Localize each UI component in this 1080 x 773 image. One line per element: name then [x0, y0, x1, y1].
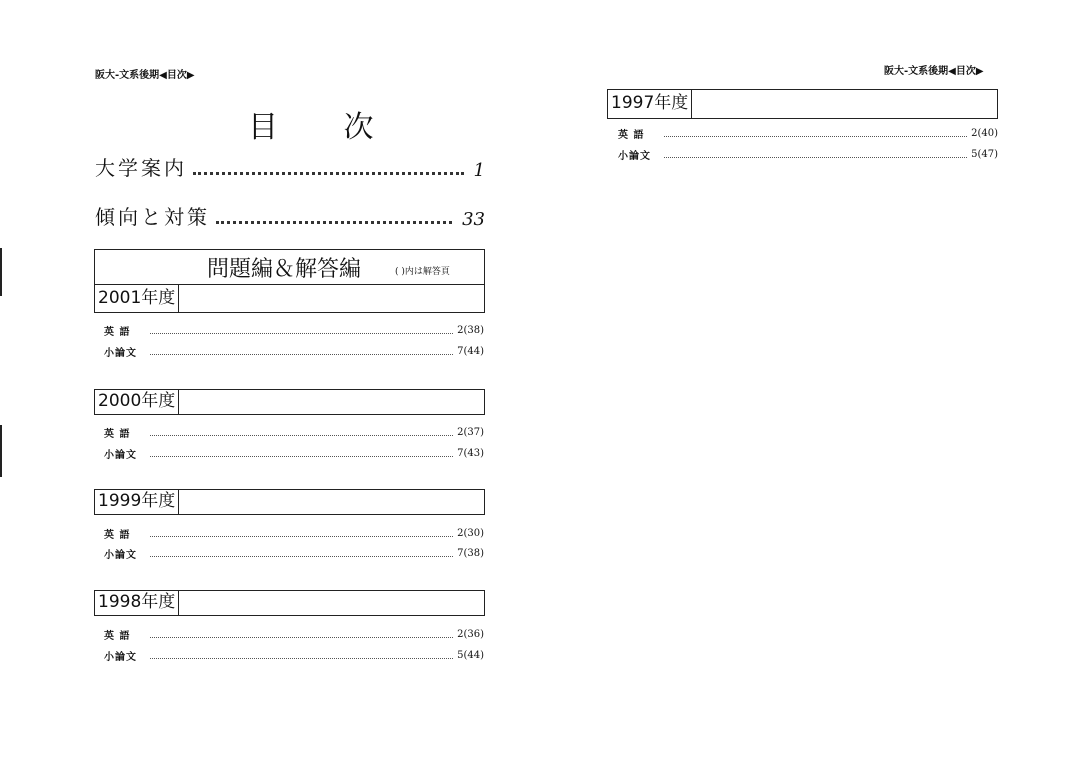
leader-dots — [216, 221, 452, 224]
entry-page: 5(44) — [457, 649, 484, 661]
subject-label: 小論文 — [618, 150, 651, 162]
entry-page: 2(40) — [971, 127, 998, 139]
leader-dots — [193, 172, 464, 175]
list-item — [618, 126, 998, 140]
leader-dots — [150, 428, 453, 436]
year-box — [607, 89, 998, 119]
subject-label: 英 語 — [618, 129, 645, 141]
scan-edge-mark — [0, 425, 2, 477]
leader-dots — [150, 347, 453, 355]
year-label: 1998年度 — [94, 590, 179, 616]
leader-dots — [150, 630, 453, 638]
entry-page: 2(30) — [457, 527, 484, 539]
entry-page: 7(44) — [457, 345, 484, 357]
banner-title: 問題編＆解答編 — [207, 257, 362, 282]
list-item — [104, 648, 484, 662]
list-item — [104, 446, 484, 460]
leader-dots — [150, 651, 453, 659]
running-header: 阪大-文系後期◀目次▶ — [884, 66, 984, 77]
subject-label: 英 語 — [104, 428, 131, 440]
year-box — [94, 590, 485, 616]
subject-label: 英 語 — [104, 630, 131, 642]
entry-page: 7(38) — [457, 547, 484, 559]
subject-label: 英 語 — [104, 529, 131, 541]
entry-page: 2(38) — [457, 324, 484, 336]
leader-dots — [664, 129, 967, 137]
toc-row — [95, 152, 485, 181]
banner-note: ( )内は解答頁 — [395, 267, 450, 277]
list-item — [104, 323, 484, 337]
leader-dots — [150, 326, 453, 334]
running-header: 阪大-文系後期◀目次▶ — [95, 70, 195, 81]
list-item — [104, 627, 484, 641]
entry-page: 2(37) — [457, 426, 484, 438]
entry-page: 5(47) — [971, 148, 998, 160]
list-item — [104, 425, 484, 439]
leader-dots — [150, 529, 453, 537]
toc-row — [95, 201, 485, 230]
subject-label: 小論文 — [104, 549, 137, 561]
subject-label: 小論文 — [104, 651, 137, 663]
subject-label: 小論文 — [104, 449, 137, 461]
list-item — [618, 147, 998, 161]
section-banner — [94, 249, 485, 313]
year-box — [94, 389, 485, 415]
toc-label: 大学案内 — [95, 156, 187, 180]
entry-page: 7(43) — [457, 447, 484, 459]
page-title: 目 次 — [248, 110, 402, 145]
scan-edge-mark — [0, 248, 2, 296]
subject-label: 小論文 — [104, 347, 137, 359]
year-label: 2001年度 — [95, 285, 179, 312]
year-box — [94, 489, 485, 515]
leader-dots — [150, 449, 453, 457]
list-item — [104, 344, 484, 358]
toc-page: 1 — [473, 160, 485, 181]
entry-page: 2(36) — [457, 628, 484, 640]
year-label: 1999年度 — [94, 489, 179, 515]
toc-page: 33 — [462, 209, 485, 230]
subject-label: 英 語 — [104, 326, 131, 338]
leader-dots — [150, 549, 453, 557]
toc-label: 傾向と対策 — [95, 205, 210, 229]
year-label: 1997年度 — [607, 89, 692, 119]
year-label: 2000年度 — [94, 389, 179, 415]
list-item — [104, 546, 484, 560]
list-item — [104, 526, 484, 540]
leader-dots — [664, 150, 967, 158]
